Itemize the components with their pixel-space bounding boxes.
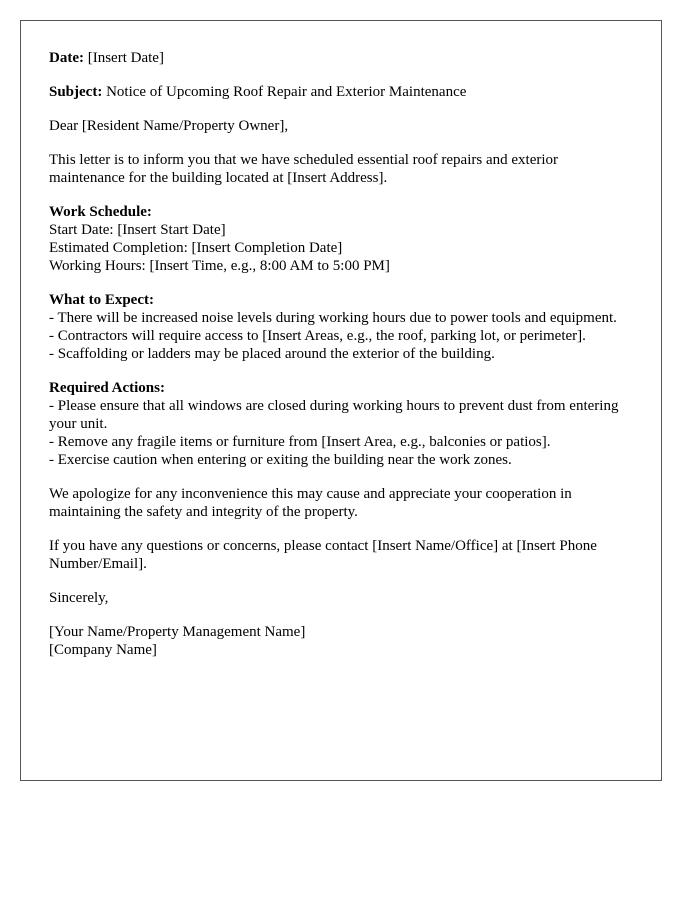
list-item: - Remove any fragile items or furniture from [Insert Area, e.g., balconies or patios]. xyxy=(49,434,551,450)
subject-value: Notice of Upcoming Roof Repair and Exterior Maintenance xyxy=(102,84,467,100)
list-item: - Please ensure that all windows are closed during working hours to prevent dust from entering your unit. xyxy=(49,398,619,432)
intro-paragraph: This letter is to inform you that we have scheduled essential roof repairs and exterior maintenance for the building located at [Insert Address]. xyxy=(49,152,559,186)
subject-line xyxy=(49,83,633,101)
list-item: - Scaffolding or ladders may be placed around the exterior of the building. xyxy=(49,346,495,362)
what-to-expect-section xyxy=(49,291,633,363)
what-to-expect-title: What to Expect: xyxy=(49,292,154,308)
work-schedule-title: Work Schedule: xyxy=(49,204,152,220)
closing: Sincerely, xyxy=(49,590,109,606)
list-item: - Contractors will require access to [Insert Areas, e.g., the roof, parking lot, or perimeter]. xyxy=(49,328,586,344)
date-label: Date: xyxy=(49,50,84,66)
list-item: - There will be increased noise levels during working hours due to power tools and equipment. xyxy=(49,310,617,326)
subject-label: Subject: xyxy=(49,84,103,100)
date-line xyxy=(49,49,633,67)
apology-paragraph: We apologize for any inconvenience this may cause and appreciate your cooperation in maintaining the safety and integrity of the property. xyxy=(49,486,572,520)
signature-company: [Company Name] xyxy=(49,642,157,658)
contact-paragraph: If you have any questions or concerns, please contact [Insert Name/Office] at [Insert Phone Number/Email]. xyxy=(49,538,597,572)
schedule-completion: Estimated Completion: [Insert Completion Date] xyxy=(49,240,343,256)
signature-name: [Your Name/Property Management Name] xyxy=(49,624,306,640)
schedule-hours: Working Hours: [Insert Time, e.g., 8:00 AM to 5:00 PM] xyxy=(49,258,390,274)
expect-list xyxy=(49,309,633,363)
list-item: - Exercise caution when entering or exiting the building near the work zones. xyxy=(49,452,512,468)
signature-block xyxy=(49,623,633,659)
letter-document xyxy=(20,20,662,781)
required-actions-title: Required Actions: xyxy=(49,380,165,396)
date-value: [Insert Date] xyxy=(83,50,164,66)
greeting: Dear [Resident Name/Property Owner], xyxy=(49,118,289,134)
work-schedule-section xyxy=(49,203,633,275)
schedule-start-date: Start Date: [Insert Start Date] xyxy=(49,222,226,238)
actions-list xyxy=(49,397,633,469)
required-actions-section xyxy=(49,379,633,469)
